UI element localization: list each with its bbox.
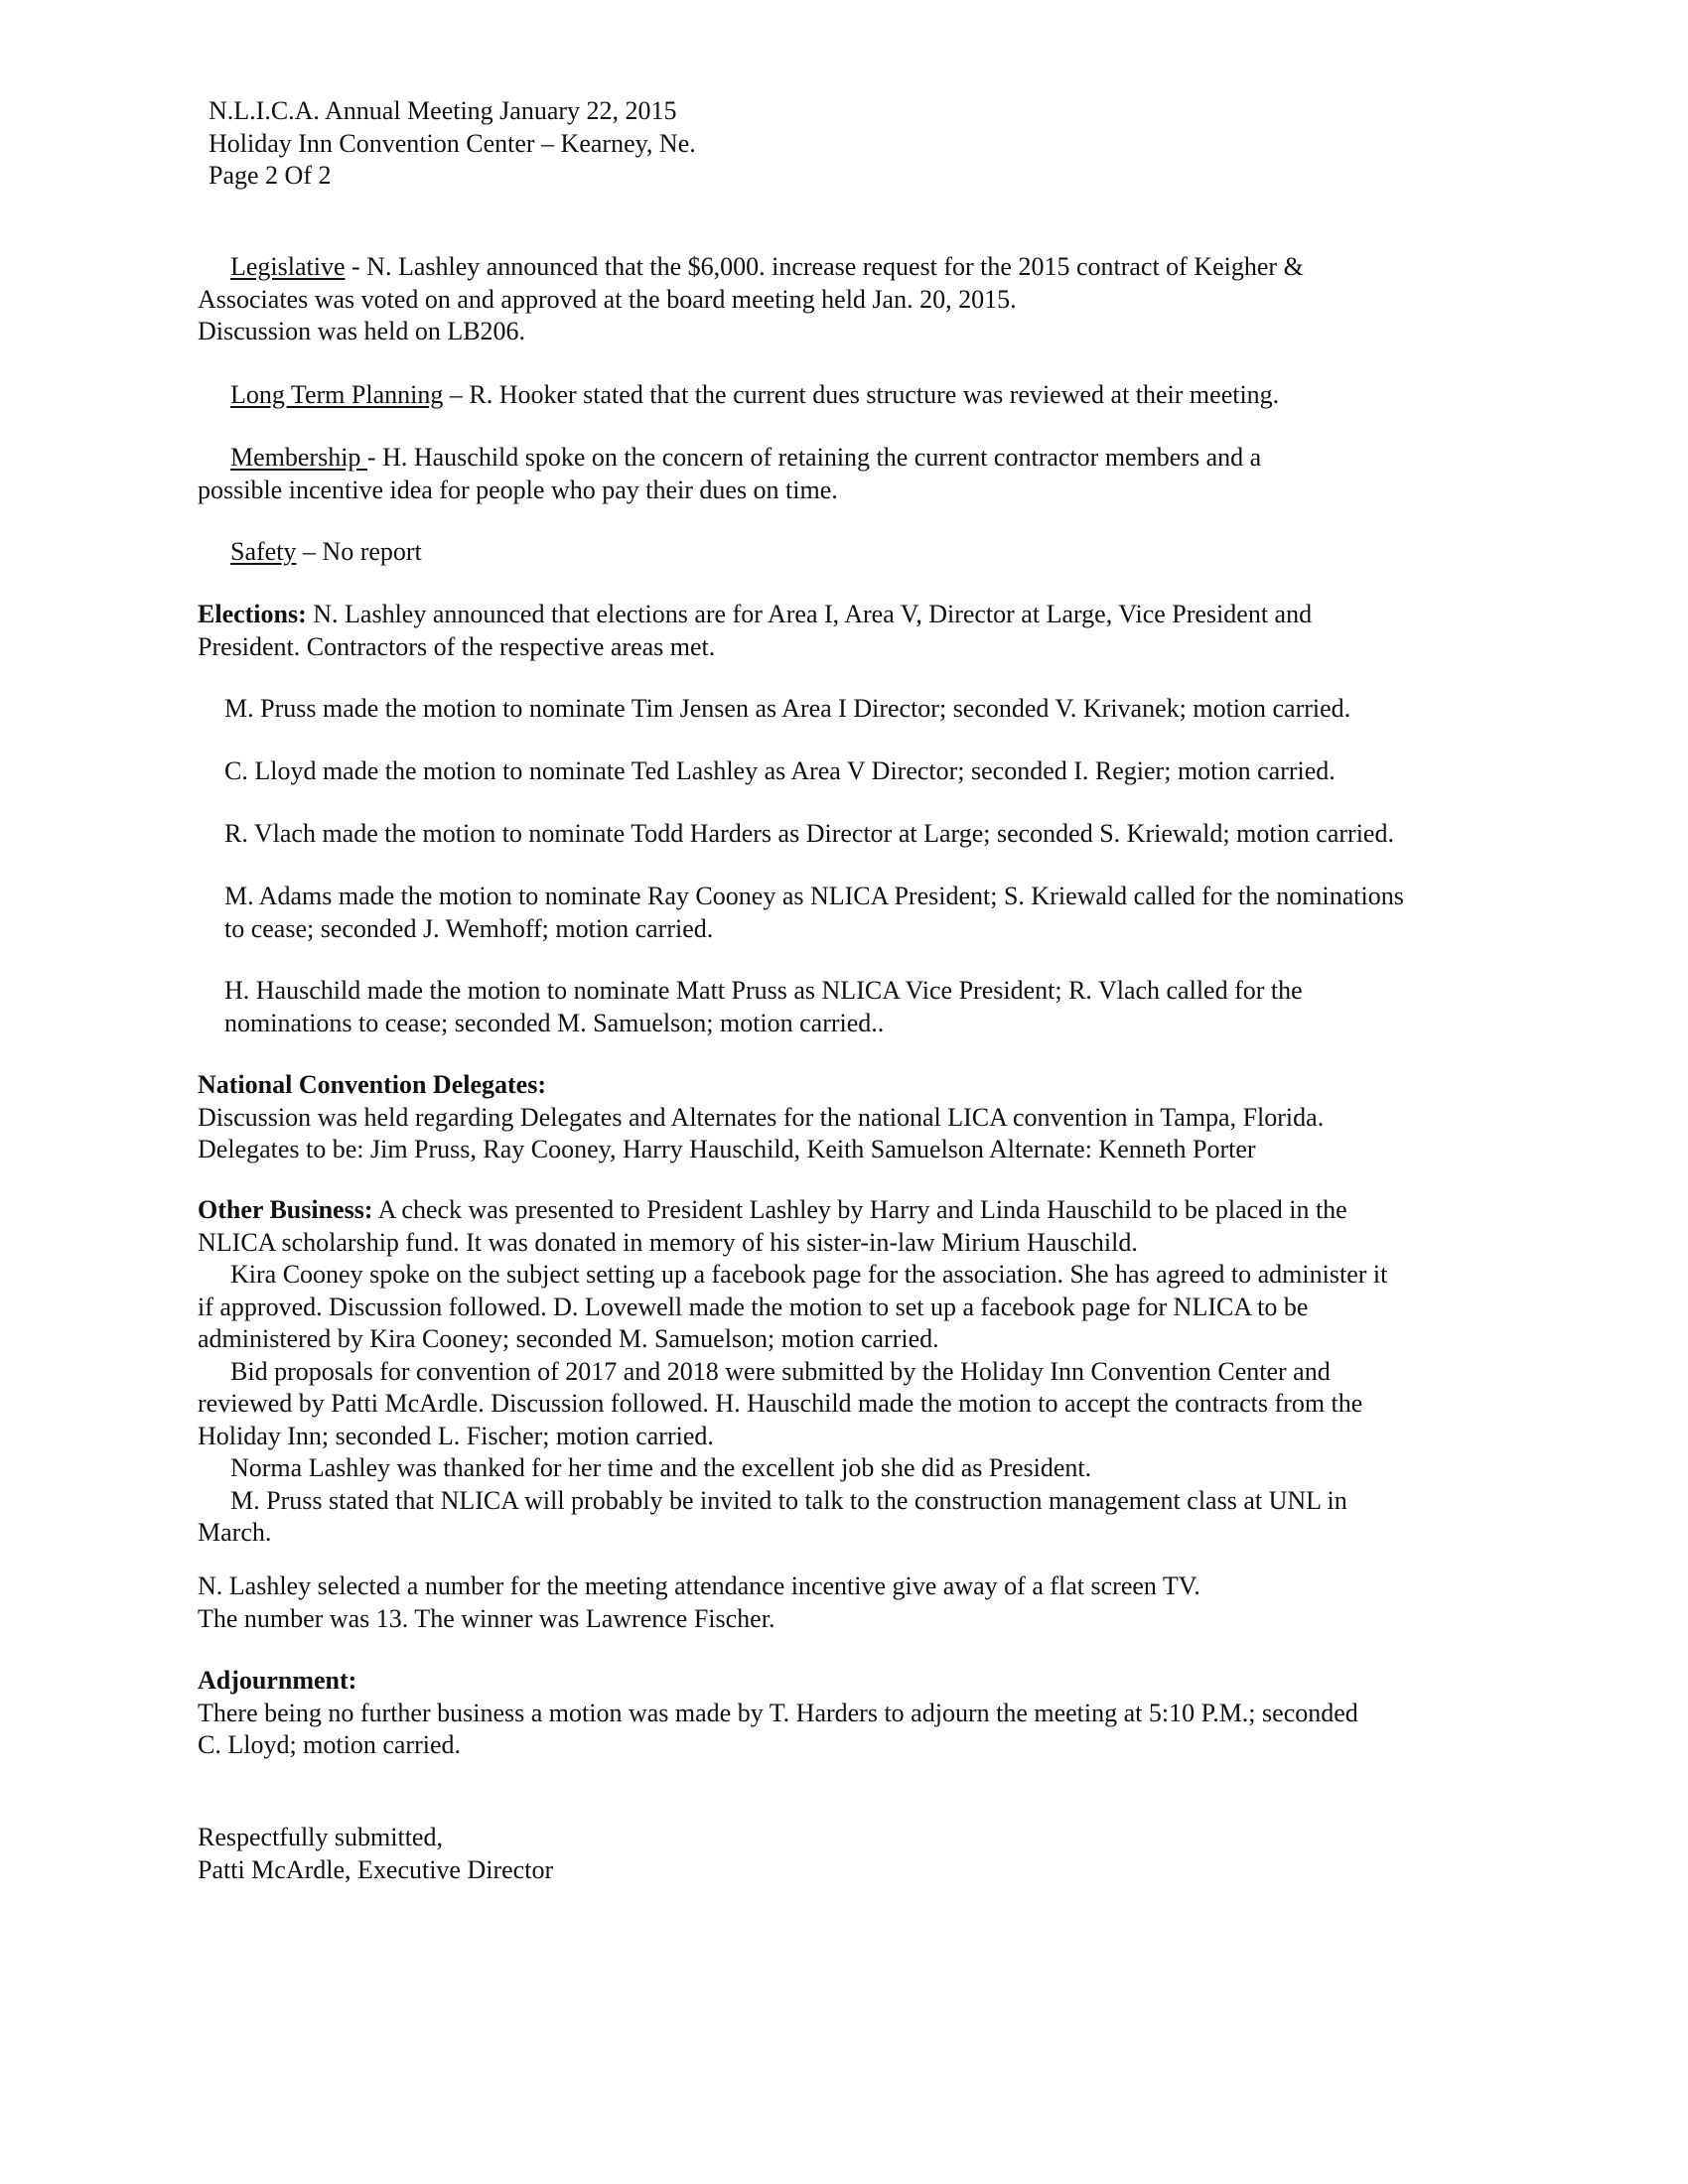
motion-item: H. Hauschild made the motion to nominate Matt Pruss as NLICA Vice President; R. Vlach called for the nominations to cease; seconded M. Samuelson; motion carried..: [224, 976, 1303, 1037]
header-title: N.L.I.C.A. Annual Meeting January 22, 2015: [209, 96, 677, 125]
long-term-planning-title: Long Term Planning: [230, 380, 444, 409]
safety-title: Safety: [230, 537, 297, 566]
legislative-text-2: Associates was voted on and approved at the board meeting held Jan. 20, 2015.: [198, 284, 1017, 314]
legislative-title: Legislative: [230, 252, 346, 281]
membership-title: Membership: [230, 443, 367, 472]
incentive-section: N. Lashley selected a number for the meeting attendance incentive give away of a flat screen TV. The number was 13. The winner was Lawrence Fischer.: [198, 1571, 1200, 1633]
elections-heading: Elections:: [198, 600, 307, 628]
adjournment-section: Adjournment: There being no further business a motion was made by T. Harders to adjourn the meeting at 5:10 P.M.; seconded C. Lloyd; motion carried.: [198, 1665, 1518, 1762]
legislative-section: [198, 251, 1518, 348]
header-page-number: Page 2 Of 2: [209, 161, 332, 190]
motion-item: M. Pruss made the motion to nominate Tim Jensen as Area I Director; seconded V. Krivanek; motion carried.: [224, 694, 1351, 723]
delegates-list: Delegates to be: Jim Pruss, Ray Cooney, Harry Hauschild, Keith Samuelson Alternate: Kenneth Porter: [198, 1135, 1256, 1163]
long-term-planning-section: [198, 379, 1518, 412]
page-header: [209, 95, 696, 193]
elections-text: N. Lashley announced that elections are for Area I, Area V, Director at Large, Vice President and: [306, 600, 1313, 628]
delegates-section: [198, 1069, 1518, 1166]
header-location: Holiday Inn Convention Center – Kearney, Ne.: [209, 128, 696, 158]
membership-section: [198, 442, 1518, 506]
legislative-text-3: Discussion was held on LB206.: [198, 317, 526, 345]
adjournment-heading: Adjournment:: [198, 1666, 357, 1695]
signer-name: Patti McArdle, Executive Director: [198, 1854, 554, 1884]
membership-text: - H. Hauschild spoke on the concern of retaining the current contractor members and a: [366, 443, 1262, 472]
delegates-text: Discussion was held regarding Delegates and Alternates for the national LICA convention in Tampa, Florida.: [198, 1102, 1325, 1132]
elections-section: [198, 599, 1518, 663]
closing: Respectfully submitted,: [198, 1823, 443, 1851]
safety-section: [198, 536, 1518, 569]
elections-text-2: President. Contractors of the respective areas met.: [198, 631, 716, 661]
membership-text-2: possible incentive idea for people who pay their dues on time.: [198, 475, 838, 504]
long-term-planning-text: – R. Hooker stated that the current dues structure was reviewed at their meeting.: [443, 380, 1280, 409]
motion-item: C. Lloyd made the motion to nominate Ted Lashley as Area V Director; seconded I. Regier; motion carried.: [224, 756, 1336, 785]
signature-block: [198, 1822, 1518, 1886]
safety-text: – No report: [296, 537, 422, 566]
motion-item: M. Adams made the motion to nominate Ray Cooney as NLICA President; S. Kriewald called for the nominations to cease; seconded J. Wemhoff; motion carried.: [224, 882, 1404, 943]
legislative-text: - N. Lashley announced that the $6,000. increase request for the 2015 contract of Keigher &: [345, 252, 1304, 281]
other-business-section: Other Business: A check was presented to President Lashley by Harry and Linda Hauschild to be placed in the NLICA scholarship fund. It was donated in memory of his sister-in-law Mirium Hauschild. Kira Cooney spoke on the subject setting up a facebook page for the association. She has agreed to administer it if approved. Discussion followed. D. Lovewell made the motion to set up a facebook page for NLICA to be administered by Kira Cooney; seconded M. Samuelson; motion carried. Bid proposals for convention of 2017 and 2018 were submitted by the Holiday Inn Convention Center and reviewed by Patti McArdle. Discussion followed. H. Hauschild made the motion to accept the contracts from the Holiday Inn; seconded L. Fischer; motion carried. Norma Lashley was thanked for her time and the excellent job she did as President. M. Pruss stated that NLICA will probably be invited to talk to the construction management class at UNL in March.: [198, 1195, 1388, 1547]
delegates-heading: National Convention Delegates:: [198, 1070, 546, 1099]
other-business-heading: Other Business:: [198, 1195, 373, 1224]
motion-item: R. Vlach made the motion to nominate Todd Harders as Director at Large; seconded S. Kriewald; motion carried.: [224, 819, 1394, 848]
